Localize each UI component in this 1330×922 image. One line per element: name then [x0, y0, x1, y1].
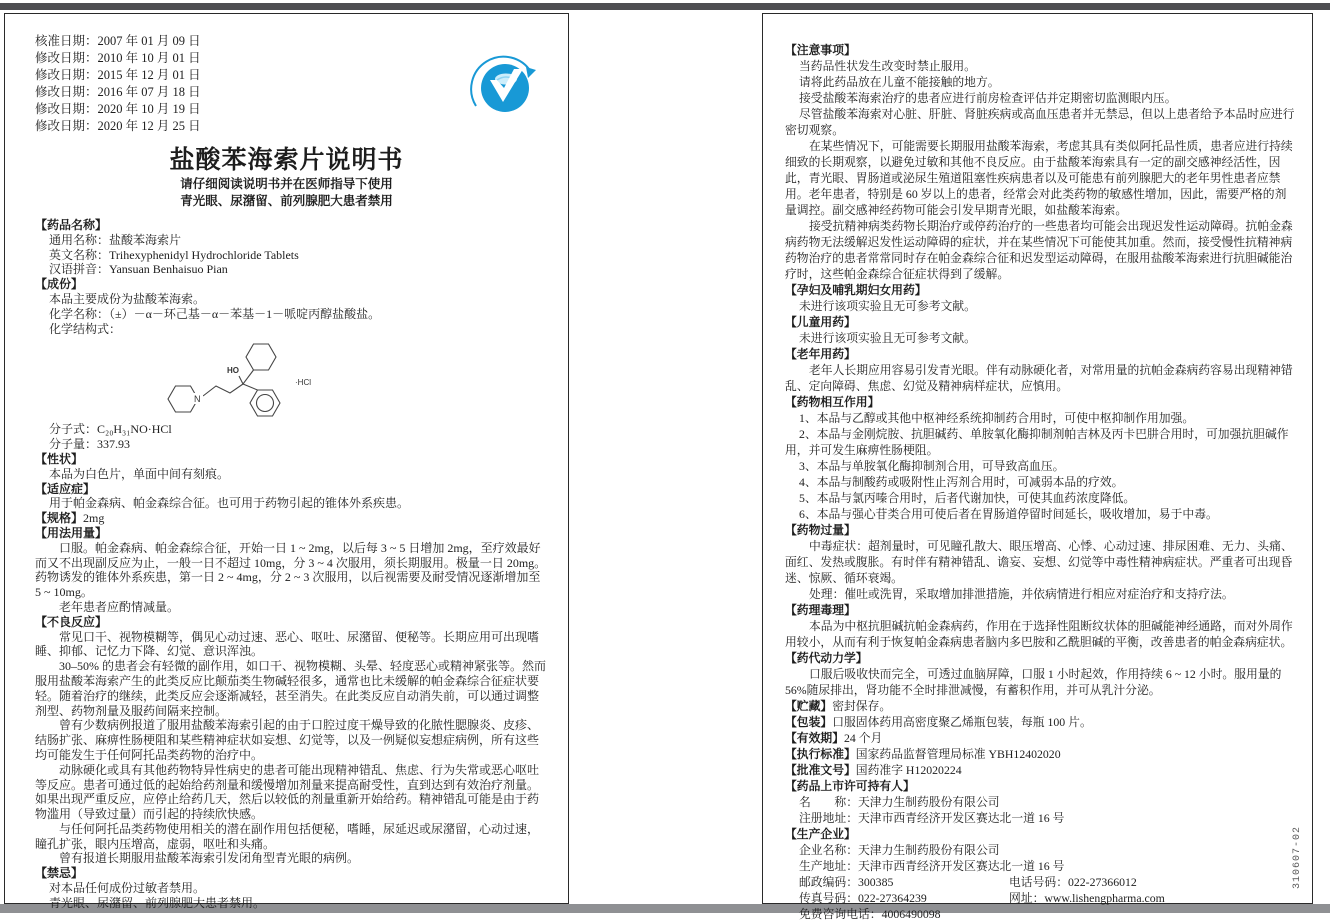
approval-date-line: 修改日期：2020 年 12 月 25 日 [35, 119, 201, 133]
section-heading: 【药物过量】 [785, 523, 856, 537]
paragraph: 免费咨询电话：4006490098 [799, 907, 941, 921]
paragraph: 动脉硬化或具有其他药物特异性病史的患者可能出现精神错乱、焦虑、行为失常或恶心呕吐等反应。患者可通过低的起始给药剂量和缓慢增加剂量来提高耐受性，直到达到有效治疗剂量。如果出现严重反应，应停止给药几天，然后以较低的剂量重新开始给药。精神错乱可能是由于药物滥用（导致过量）而引起的持续欣快感。 [35, 762, 540, 822]
section-heading-line [785, 714, 1296, 730]
paragraph: 尽管盐酸苯海索对心脏、肝脏、肾脏疾病或高血压患者并无禁忌，但以上患者给予本品时应进行密切观察。 [785, 107, 1295, 137]
paragraph: 未进行该项实验且无可参考文献。 [799, 299, 976, 313]
paragraph: 企业名称：天津力生制药股份有限公司 [799, 843, 1000, 857]
approval-date-line: 修改日期：2015 年 12 月 01 日 [35, 68, 201, 82]
section-heading: 【药代动力学】 [785, 651, 868, 665]
doc-subtitle-line-2: 青光眼、尿潴留、前列腺肥大患者禁用 [180, 194, 393, 208]
paragraph: 对本品任何成份过敏者禁用。 [49, 881, 206, 896]
paragraph: 化学结构式： [49, 321, 122, 336]
paragraph: 名 称：天津力生制药股份有限公司 [799, 795, 1000, 809]
paragraph: 老年患者应酌情减量。 [59, 599, 180, 614]
section-inline-text: 24 个月 [844, 731, 883, 745]
paragraph: 5、本品与氯丙嗪合用时，后者代谢加快，可使其血药浓度降低。 [799, 491, 1136, 505]
two-column-line [785, 874, 1296, 890]
company-logo-icon [463, 40, 547, 128]
paragraph: 1、本品与乙醇或其他中枢神经系统抑制药合用时，可使中枢抑制作用加强。 [799, 411, 1195, 425]
doc-subtitle-line-1: 请仔细阅读说明书并在医师指导下使用 [180, 177, 393, 191]
section-heading: 【孕妇及哺乳期妇女用药】 [785, 283, 927, 297]
paragraph: 接受抗精神病类药物长期治疗或停药治疗的一些患者均可能会出现迟发性运动障碍。抗帕金森病药物无法缓解迟发性运动障碍的症状，并在某些情况下可能使其加重。然而，接受慢性抗精神病药物治疗的患者常常同时存在帕金森综合征和迟发型运动障碍，在服用盐酸苯海索进行抗胆碱能治疗时，这些帕金森综合征症状得到了缓解。 [785, 219, 1293, 281]
chemical-structure [153, 339, 548, 419]
paragraph: 老年人长期应用容易引发青光眼。伴有动脉硬化者，对常用量的抗帕金森病药容易出现精神错乱、定向障碍、焦虑、幻觉及精神病样症状，应慎用。 [785, 363, 1293, 393]
section-heading: 【儿童用药】 [785, 315, 856, 329]
paragraph: 生产地址：天津市西青经济开发区赛达北一道 16 号 [799, 859, 1065, 873]
column-text: 网址：www.lishengpharma.com [1009, 891, 1165, 905]
paragraph: 注册地址：天津市西青经济开发区赛达北一道 16 号 [799, 811, 1065, 825]
section-heading-line [785, 778, 1296, 794]
section-heading-line [785, 730, 1296, 746]
section-heading: 【执行标准】 [785, 747, 856, 761]
section-inline-text: 国家药品监督管理局标准 YBH12402020 [855, 747, 1061, 761]
section-inline-text: 口服固体药用高密度聚乙烯瓶包装，每瓶 100 片。 [832, 715, 1092, 729]
paragraph: 与任何阿托品类药物使用相关的潜在副作用包括便秘，嗜睡，尿延迟或尿潴留，心动过速，瞳孔扩张，眼内压增高，虚弱，呕吐和头痛。 [35, 821, 540, 851]
paragraph: 化学名称：（±）－α－环己基－α－苯基－1－哌啶丙醇盐酸盐。 [49, 306, 381, 321]
section-heading-line [785, 650, 1296, 666]
paragraph: 接受盐酸苯海索治疗的患者应进行前房检查评估并定期密切监测眼内压。 [799, 91, 1177, 105]
page-title: 盐酸苯海索片说明书 [169, 147, 404, 174]
section-heading: 【老年用药】 [785, 347, 856, 361]
top-edge-bar [0, 3, 1330, 10]
paragraph: 在某些情况下，可能需要长期服用盐酸苯海索，考虑其具有类似阿托品性质，患者应进行持续细致的长期观察，以避免过敏和其他不良反应。由于盐酸苯海索具有一定的副交感神经活性，因此，青光眼、胃肠道或泌尿生殖道阻塞性疾病患者以及可能患有前列腺肥大的老年男性患者应禁用。老年患者，特别是 60 岁以上的患者，经常会对此类药物的敏感性增加，因此，需要严格的剂量调控。副交感神经药物可能会引发早期青光眼，如盐酸苯海索。 [785, 139, 1293, 217]
section-heading: 【药物相互作用】 [785, 395, 880, 409]
paragraph: 青光眼、尿潴留、前列腺肥大患者禁用。 [49, 895, 266, 910]
approval-date-line: 修改日期：2020 年 10 月 19 日 [35, 102, 201, 116]
section-heading-line [35, 482, 548, 497]
section-inline-text: 2mg [83, 511, 105, 526]
svg-text:HO: HO [227, 366, 239, 376]
section-heading-line [785, 346, 1296, 362]
lisheng-pharma-logo [463, 40, 547, 128]
section-heading: 【注意事项】 [785, 43, 856, 57]
section-heading-line [785, 314, 1296, 330]
svg-text:·HCl: ·HCl [295, 378, 311, 388]
paragraph: 未进行该项实验且无可参考文献。 [799, 331, 976, 345]
section-heading-line [35, 615, 548, 630]
vertical-print-code: 310607-02 [1292, 825, 1303, 889]
paragraph: 用于帕金森病、帕金森综合征。也可用于药物引起的锥体外系疾患。 [49, 496, 410, 511]
paragraph: 曾有报道长期服用盐酸苯海索引发闭角型青光眼的病例。 [59, 851, 360, 866]
section-heading: 【禁忌】 [35, 866, 84, 881]
section-inline-text: 国药准字 H12020224 [855, 763, 962, 777]
section-heading-line [35, 277, 548, 292]
section-heading: 【药理毒理】 [785, 603, 856, 617]
approval-date-line: 核准日期：2007 年 01 月 09 日 [35, 34, 201, 48]
approval-date-line: 修改日期：2016 年 07 月 18 日 [35, 85, 201, 99]
paragraph: 本品主要成份为盐酸苯海索。 [49, 291, 206, 306]
right-page-sections [785, 42, 1296, 922]
section-heading-line [785, 826, 1296, 842]
paragraph: 处理：催吐或洗胃，采取增加排泄措施，并依病情进行相应对症治疗和支持疗法。 [809, 587, 1234, 601]
two-column-line [785, 890, 1296, 906]
paragraph: 当药品性状发生改变时禁止服用。 [799, 59, 976, 73]
section-heading-line [785, 698, 1296, 714]
leaflet-page-left [4, 13, 569, 910]
column-text: 电话号码：022-27366012 [1009, 875, 1137, 889]
section-heading-line [785, 602, 1296, 618]
svg-text:N: N [194, 394, 201, 405]
section-heading: 【成份】 [35, 277, 84, 292]
paragraph: 分子量：337.93 [49, 437, 131, 452]
section-heading: 【药品上市许可持有人】 [785, 779, 915, 793]
section-heading-line [35, 452, 548, 467]
section-heading: 【不良反应】 [35, 614, 108, 629]
section-heading: 【包装】 [785, 715, 833, 729]
section-heading: 【药品名称】 [35, 218, 108, 232]
left-page-sections [35, 218, 548, 911]
section-heading: 【贮藏】 [785, 699, 833, 713]
section-heading: 【规格】 [35, 511, 84, 526]
paragraph: 4、本品与制酸药或吸附性止泻剂合用时，可减弱本品的疗效。 [799, 475, 1124, 489]
chemical-structure-drawing [153, 339, 328, 419]
paragraph: 3、本品与单胺氧化酶抑制剂合用，可导致高血压。 [799, 459, 1065, 473]
section-heading: 【生产企业】 [785, 827, 856, 841]
column-text: 邮政编码：300385 [799, 875, 894, 889]
section-inline-text: 密封保存。 [832, 699, 892, 713]
section-heading: 【用法用量】 [35, 525, 108, 540]
paragraph: 汉语拼音：Yansuan Benhaisuo Pian [49, 262, 228, 277]
section-heading-line [35, 218, 548, 233]
paragraph: 30–50% 的患者会有轻微的副作用，如口干、视物模糊、头晕、轻度恶心或精神紧张等。然而服用盐酸苯海索产生的此类反应比颠茄类生物碱轻很多，通常也比未缓解的帕金森综合征症状要轻。随着治疗的继续，此类反应会逐渐减轻，甚至消失。在此类反应自动消失前，可以通过调整剂型、药物剂量及服药间隔来控制。 [35, 659, 546, 718]
paragraph: 分子式：C₂₀H₃₁NO·HCl [49, 422, 172, 437]
paragraph: 口服。帕金森病、帕金森综合征，开始一日 1 ~ 2mg，以后每 3 ~ 5 日增加 2mg，至疗效最好而又不出现副反应为止，一般一日不超过 10mg，分 3 ~ 4 次服用，须长期服用。极量一日 20mg。药物诱发的锥体外系疾患，第一日 2 ~ 4mg，分 2 ~ 3 次服用，以后视需要及耐受情况逐渐增加至 5 ~ 10mg。 [35, 540, 547, 600]
section-heading-line [785, 282, 1296, 298]
section-heading-line [785, 762, 1296, 778]
paragraph: 请将此药品放在儿童不能接触的地方。 [799, 75, 1000, 89]
leaflet-page-right [762, 13, 1313, 921]
paragraph: 2、本品与金刚烷胺、抗胆碱药、单胺氧化酶抑制剂帕吉林及丙卡巴肼合用时，可加强抗胆碱作用，并可发生麻痹性肠梗阻。 [785, 427, 1289, 457]
paragraph: 曾有少数病例报道了服用盐酸苯海索引起的由于口腔过度干燥导致的化脓性腮腺炎、皮疹、结肠扩张、麻痹性肠梗阻和某些精神症状如妄想、幻觉等，以及一例疑似妄想症病例，所有这些均可能发生于任何阿托品类药物的治疗中。 [35, 718, 540, 762]
section-heading-line [785, 42, 1296, 58]
section-heading-line [785, 746, 1296, 762]
paragraph: 常见口干、视物模糊等，偶见心动过速、恶心、呕吐、尿潴留、便秘等。长期应用可出现嗜睡、抑郁、记忆力下降、幻觉、意识浑浊。 [35, 629, 540, 659]
section-heading: 【有效期】 [785, 731, 844, 745]
paragraph: 本品为中枢抗胆碱抗帕金森病药，作用在于选择性阻断纹状体的胆碱能神经通路，而对外周作用较小，从而有利于恢复帕金森病患者脑内多巴胺和乙酰胆碱的平衡，改善患者的帕金森病症状。 [785, 619, 1293, 649]
section-heading-line [785, 394, 1296, 410]
paragraph: 6、本品与强心苷类合用可使后者在胃肠道停留时间延长，吸收增加，易于中毒。 [799, 507, 1218, 521]
section-heading: 【适应症】 [35, 481, 96, 496]
paragraph: 英文名称：Trihexyphenidyl Hydrochloride Tablets [49, 247, 299, 262]
section-heading-line [35, 526, 548, 541]
column-text: 传真号码：022-27364239 [799, 891, 927, 905]
section-heading-line [785, 522, 1296, 538]
section-heading-line [35, 866, 548, 881]
paragraph: 本品为白色片，单面中间有刻痕。 [49, 466, 230, 481]
approval-date-line: 修改日期：2010 年 10 月 01 日 [35, 51, 201, 65]
paragraph: 中毒症状：超剂量时，可见瞳孔散大、眼压增高、心悸、心动过速、排尿困难、无力、头痛、面红、发热或腹胀。有时伴有精神错乱、谵妄、妄想、幻觉等中毒性精神病症状。严重者可出现昏迷、惊厥、循环衰竭。 [785, 539, 1293, 585]
paragraph: 通用名称：盐酸苯海索片 [49, 232, 182, 247]
section-heading: 【批准文号】 [785, 763, 856, 777]
section-heading-line [35, 511, 548, 526]
section-heading: 【性状】 [35, 451, 84, 466]
paragraph: 口服后吸收快而完全，可透过血脑屏障，口服 1 小时起效，作用持续 6 ~ 12 小时。服用量的56%随尿排出，肾功能不全时排泄减慢，有蓄积作用，并可从乳汁分泌。 [785, 667, 1282, 697]
